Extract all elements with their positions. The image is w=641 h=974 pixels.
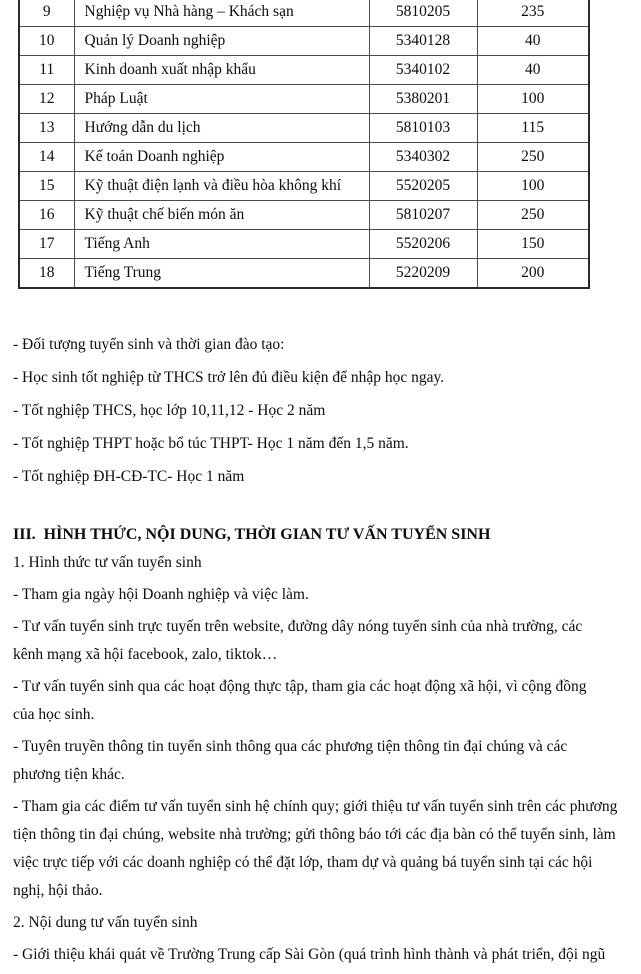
paragraph-line: - Tham gia các điểm tư vấn tuyển sinh hệ chính quy; giới thiệu tư vấn tuyển sinh trên các phương bbox=[13, 798, 618, 815]
paragraph bbox=[13, 673, 641, 729]
note-line: - Tốt nghiệp THPT hoặc bổ túc THPT- Học 1 năm đến 1,5 năm. bbox=[13, 435, 409, 452]
cell-program-code: 5810207 bbox=[369, 201, 477, 230]
cell-index: 11 bbox=[19, 56, 74, 85]
cell-program-name: Kỹ thuật chế biến món ăn bbox=[74, 201, 369, 230]
cell-quota: 100 bbox=[477, 85, 589, 114]
cell-quota: 150 bbox=[477, 230, 589, 259]
paragraph-line: của học sinh. bbox=[13, 706, 95, 723]
table-row bbox=[19, 201, 589, 230]
cell-program-code: 5810205 bbox=[369, 0, 477, 27]
cell-program-code: 5380201 bbox=[369, 85, 477, 114]
table-row bbox=[19, 259, 589, 289]
paragraph bbox=[13, 941, 641, 969]
paragraph bbox=[13, 581, 641, 609]
cell-quota: 40 bbox=[477, 56, 589, 85]
cell-quota: 200 bbox=[477, 259, 589, 289]
section-heading: III. HÌNH THỨC, NỘI DUNG, THỜI GIAN TƯ VẤN TUYỂN SINH bbox=[13, 526, 491, 543]
paragraph bbox=[13, 613, 641, 669]
note-line: - Tốt nghiệp ĐH-CĐ-TC- Học 1 năm bbox=[13, 468, 245, 485]
cell-index: 9 bbox=[19, 0, 74, 27]
cell-program-code: 5340102 bbox=[369, 56, 477, 85]
subsection-title-line: 2. Nội dung tư vấn tuyển sinh bbox=[13, 914, 198, 931]
cell-index: 10 bbox=[19, 27, 74, 56]
paragraph-line: - Tư vấn tuyển sinh trực tuyến trên website, đường dây nóng tuyển sinh của nhà trường, các bbox=[13, 618, 583, 635]
table-row bbox=[19, 143, 589, 172]
cell-program-name: Nghiệp vụ Nhà hàng – Khách sạn bbox=[74, 0, 369, 27]
cell-program-name: Tiếng Trung bbox=[74, 259, 369, 289]
cell-index: 18 bbox=[19, 259, 74, 289]
cell-program-name: Kỹ thuật điện lạnh và điều hòa không khí bbox=[74, 172, 369, 201]
subsection-title bbox=[13, 909, 641, 937]
paragraph bbox=[13, 793, 641, 905]
table-row bbox=[19, 230, 589, 259]
note-line: - Đối tượng tuyển sinh và thời gian đào tạo: bbox=[13, 336, 285, 353]
table-row bbox=[19, 0, 589, 27]
table-row bbox=[19, 27, 589, 56]
document-body bbox=[13, 328, 641, 969]
cell-program-code: 5810103 bbox=[369, 114, 477, 143]
cell-program-name: Tiếng Anh bbox=[74, 230, 369, 259]
paragraph-line: phương tiện khác. bbox=[13, 766, 125, 783]
cell-index: 17 bbox=[19, 230, 74, 259]
cell-program-code: 5520205 bbox=[369, 172, 477, 201]
cell-program-code: 5340302 bbox=[369, 143, 477, 172]
note-line: - Học sinh tốt nghiệp từ THCS trở lên đủ điều kiện để nhập học ngay. bbox=[13, 369, 445, 386]
cell-quota: 100 bbox=[477, 172, 589, 201]
cell-quota: 40 bbox=[477, 27, 589, 56]
paragraph-line: việc trực tiếp với các doanh nghiệp có thể đặt lớp, tham dự và quảng bá tuyển sinh tại các hội bbox=[13, 854, 593, 871]
cell-quota: 250 bbox=[477, 201, 589, 230]
cell-index: 16 bbox=[19, 201, 74, 230]
programs-table-region bbox=[0, 0, 641, 297]
table-row bbox=[19, 172, 589, 201]
cell-program-name: Hướng dẫn du lịch bbox=[74, 114, 369, 143]
note-line: - Tốt nghiệp THCS, học lớp 10,11,12 - Học 2 năm bbox=[13, 402, 326, 419]
table-row bbox=[19, 85, 589, 114]
cell-quota: 250 bbox=[477, 143, 589, 172]
cell-program-name: Kinh doanh xuất nhập khẩu bbox=[74, 56, 369, 85]
cell-program-code: 5520206 bbox=[369, 230, 477, 259]
cell-index: 12 bbox=[19, 85, 74, 114]
cell-index: 14 bbox=[19, 143, 74, 172]
paragraph-line: nghị, hội thảo. bbox=[13, 882, 103, 899]
cell-index: 13 bbox=[19, 114, 74, 143]
programs-table bbox=[18, 0, 590, 289]
paragraph-line: - Tham gia ngày hội Doanh nghiệp và việc làm. bbox=[13, 586, 309, 603]
cell-program-name: Quản lý Doanh nghiệp bbox=[74, 27, 369, 56]
cell-program-code: 5220209 bbox=[369, 259, 477, 289]
paragraph-line: tiện thông tin đại chúng, website nhà trường; gửi thông báo tới các địa bàn có thể tuyển sinh, làm bbox=[13, 826, 616, 843]
paragraph-line: - Tư vấn tuyển sinh qua các hoạt động thực tập, tham gia các hoạt động xã hội, vì cộng đồng bbox=[13, 678, 587, 695]
paragraph-line: - Tuyên truyền thông tin tuyển sinh thông qua các phương tiện thông tin đại chúng và các bbox=[13, 738, 568, 755]
table-row bbox=[19, 56, 589, 85]
cell-quota: 235 bbox=[477, 0, 589, 27]
table-row bbox=[19, 114, 589, 143]
admission-notes bbox=[13, 328, 641, 493]
subsection-title: 1. Hình thức tư vấn tuyển sinh bbox=[13, 554, 202, 571]
paragraph bbox=[13, 733, 641, 789]
cell-index: 15 bbox=[19, 172, 74, 201]
paragraph-line: kênh mạng xã hội facebook, zalo, tiktok… bbox=[13, 646, 278, 663]
paragraph-line: - Giới thiệu khái quát về Trường Trung cấp Sài Gòn (quá trình hình thành và phát triển, đội ngũ bbox=[13, 946, 606, 963]
cell-quota: 115 bbox=[477, 114, 589, 143]
cell-program-code: 5340128 bbox=[369, 27, 477, 56]
cell-program-name: Kế toán Doanh nghiệp bbox=[74, 143, 369, 172]
cell-program-name: Pháp Luật bbox=[74, 85, 369, 114]
